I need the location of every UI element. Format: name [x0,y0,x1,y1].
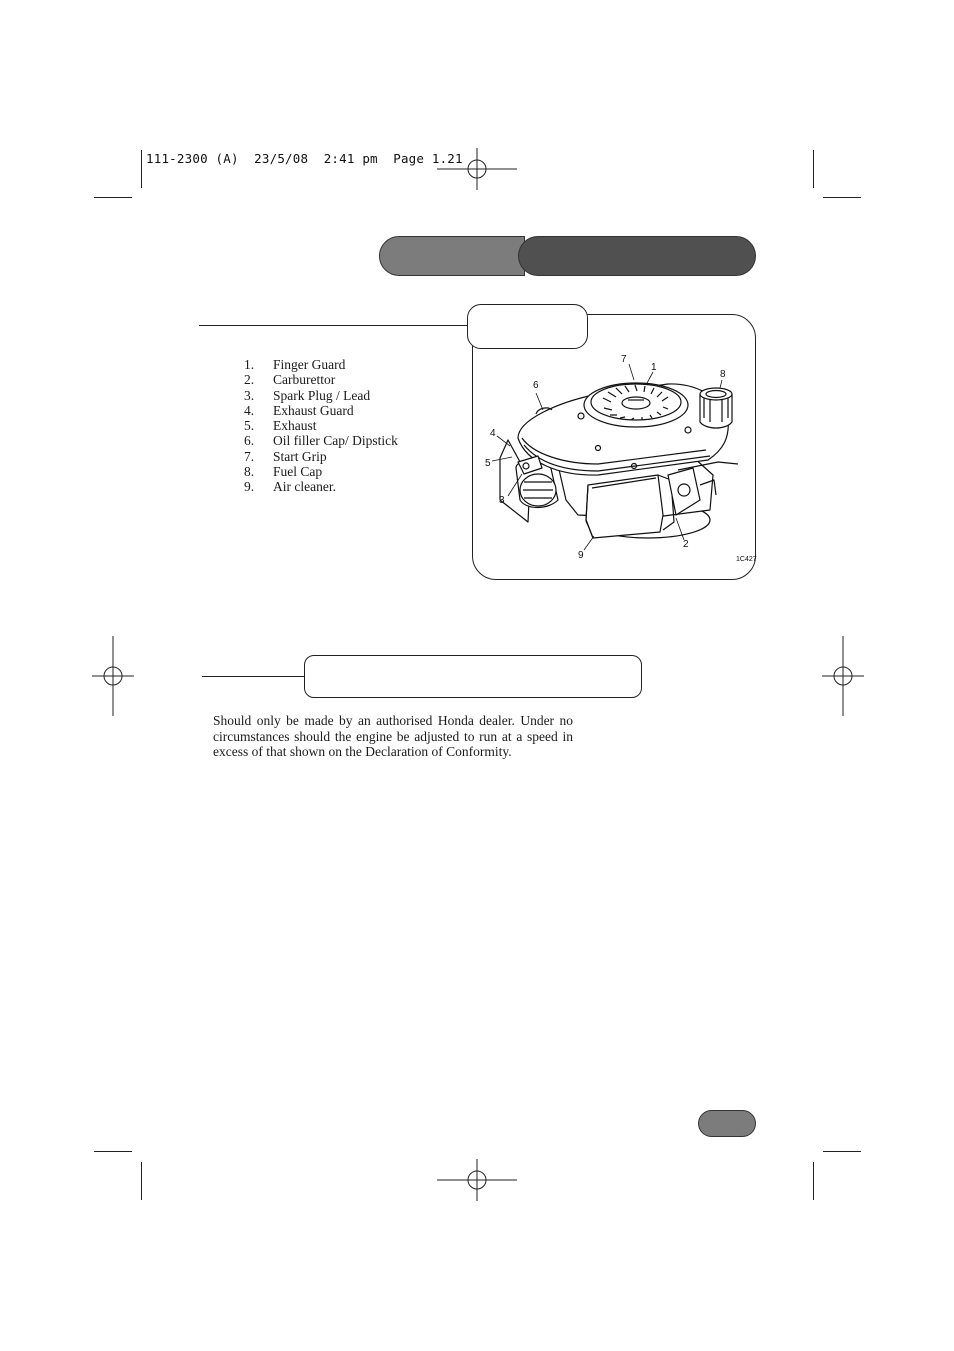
callout-1: 1 [651,362,657,373]
print-slug: 111-2300 (A) 23/5/08 2:41 pm Page 1.21 [146,151,463,166]
callout-7: 7 [621,354,627,365]
section-rule [199,325,469,326]
section-title-box [304,655,642,698]
crop-mark [823,197,861,198]
engine-illustration [478,350,758,575]
crop-mark [141,1162,142,1200]
header-tab-section [379,236,525,276]
list-item: 3. Spark Plug / Lead [244,387,371,403]
crop-mark [141,150,142,188]
page-number-badge [698,1110,756,1137]
adjustment-paragraph: Should only be made by an authorised Honda dealer. Under no circumstances should the engine be adjusted to run at a speed in excess of that shown on the Declaration of Conformity. [213,713,573,760]
list-item: 8. Fuel Cap [244,464,323,480]
figure-tab [467,304,588,349]
callout-9: 9 [578,550,584,561]
list-item: 4. Exhaust Guard [244,402,354,418]
callout-3: 3 [499,495,505,506]
list-item: 1. Finger Guard [244,357,346,372]
list-item: 6. Oil filler Cap/ Dipstick [244,433,398,449]
registration-mark-top [437,148,517,190]
callout-5: 5 [485,458,491,469]
crop-mark [823,1151,861,1152]
callout-6: 6 [533,380,539,391]
header-tab-title [518,236,756,276]
list-item: 5. Exhaust [244,418,317,434]
figure-code: 1C427 [736,556,757,563]
registration-mark-right [822,636,864,716]
list-item: 9. Air cleaner. [244,479,336,495]
crop-mark [94,1151,132,1152]
crop-mark [94,197,132,198]
crop-mark [813,1162,814,1200]
list-item: 2. Carburettor [244,372,336,388]
crop-mark [813,150,814,188]
registration-mark-bottom [437,1159,517,1201]
callout-8: 8 [720,369,726,380]
callout-2: 2 [683,539,689,550]
section-rule [202,676,306,677]
callout-4: 4 [490,428,496,439]
registration-mark-left [92,636,134,716]
list-item: 7. Start Grip [244,448,327,464]
parts-list [244,357,398,495]
